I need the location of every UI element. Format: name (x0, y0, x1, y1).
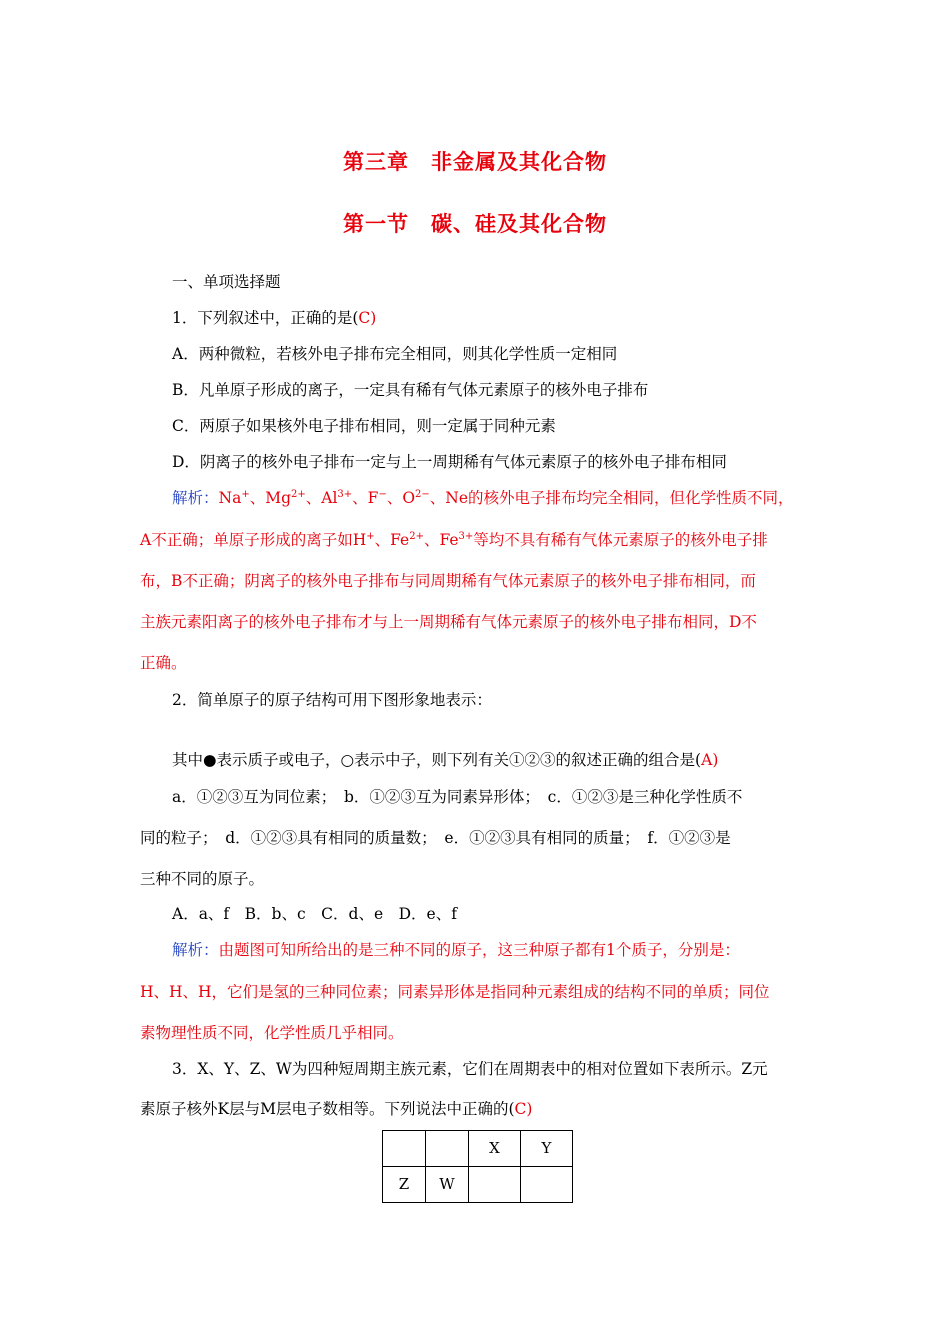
q2-explanation-line3: 素物理性质不同，化学性质几乎相同。 (140, 1024, 404, 1042)
q1-stem (172, 308, 376, 328)
chapter-title: 第三章 非金属及其化合物 (343, 150, 607, 174)
q2-close: ) (712, 751, 719, 769)
table-cell: X (469, 1131, 521, 1167)
q1-option-c: C．两原子如果核外电子排布相同，则一定属于同种元素 (172, 417, 556, 435)
q2-line3: a．①②③互为同位素； b．①②③互为同素异形体； c．①②③是三种化学性质不 (172, 788, 743, 806)
table-cell (521, 1167, 573, 1203)
periodic-position-table (382, 1130, 573, 1203)
q3-close: ) (526, 1100, 533, 1118)
q1-answer: C (358, 309, 371, 327)
q1-explanation-line4: 主族元素阳离子的核外电子排布才与上一周期稀有气体元素原子的核外电子排布相同，D不 (140, 613, 757, 631)
q1-explanation-line2 (140, 530, 768, 550)
q2-line4: 同的粒子； d．①②③具有相同的质量数； e．①②③具有相同的质量； f．①②③是 (140, 829, 731, 847)
exp2-c: 、Fe (423, 531, 459, 549)
q2-exp1-text: 由题图可知所给出的是三种不同的原子，这三种原子都有1个质子，分别是： (218, 941, 740, 959)
table-cell (469, 1167, 521, 1203)
sup-mg: 2+ (291, 488, 306, 500)
q2-options: A．a、f B．b、c C．d、e D．e、f (172, 905, 457, 923)
q1-explanation-line1 (172, 488, 794, 508)
sup-na: + (241, 488, 250, 500)
q1-close: ) (370, 309, 377, 327)
table-cell: W (426, 1167, 469, 1203)
q1-stem-text: 1．下列叙述中，正确的是( (172, 309, 359, 327)
sup-o: 2− (415, 488, 430, 500)
q1-explanation-line3: 布，B不正确；阴离子的核外电子排布与同周期稀有气体元素原子的核外电子排布相同，而 (140, 572, 756, 590)
q1-option-a: A．两种微粒，若核外电子排布完全相同，则其化学性质一定相同 (172, 345, 618, 363)
sup-fe3: 3+ (458, 530, 474, 542)
exp2-a: A不正确；单原子形成的离子如H (140, 531, 367, 549)
part-heading: 一、单项选择题 (172, 273, 281, 291)
table-cell (426, 1131, 469, 1167)
q2-explanation-line2: H、H、H，它们是氢的三种同位素；同素异形体是指同种元素组成的结构不同的单质；同位 (140, 983, 770, 1001)
sup-fe2: 2+ (409, 530, 424, 542)
q2-line5: 三种不同的原子。 (140, 870, 265, 888)
q3-line1: 3．X、Y、Z、W为四种短周期主族元素，它们在周期表中的相对位置如下表所示。Z元 (172, 1060, 768, 1078)
section-title: 第一节 碳、硅及其化合物 (343, 212, 607, 236)
q2-explanation-line1 (172, 940, 740, 960)
q3-line2 (140, 1099, 532, 1119)
table-cell: Z (383, 1167, 426, 1203)
q2-line2 (172, 750, 718, 770)
table-cell: Y (521, 1131, 573, 1167)
q2-jiexi-label: 解析： (172, 941, 219, 959)
sup-f: − (378, 488, 387, 500)
q2-line2-text: 其中●表示质子或电子，○表示中子，则下列有关①②③的叙述正确的组合是( (172, 751, 702, 769)
q3-line2-text: 素原子核外K层与M层电子数相等。下列说法中正确的( (140, 1100, 515, 1118)
q1-option-d: D．阴离子的核外电子排布一定与上一周期稀有气体元素原子的核外电子排布相同 (172, 453, 727, 471)
sup-al: 3+ (337, 488, 353, 500)
exp-f: 、F (352, 489, 379, 507)
sup-h: + (366, 530, 375, 542)
exp-rest: 、Ne的核外电子排布均完全相同，但化学性质不同， (429, 489, 794, 507)
table-row (383, 1167, 573, 1203)
exp2-d: 等均不具有稀有气体元素原子的核外电子排 (473, 531, 768, 549)
q2-answer: A (701, 751, 713, 769)
exp-mg: 、Mg (249, 489, 292, 507)
exp-o: 、O (386, 489, 416, 507)
exp2-b: 、Fe (374, 531, 410, 549)
q1-option-b: B．凡单原子形成的离子，一定具有稀有气体元素原子的核外电子排布 (172, 381, 649, 399)
exp-al: 、Al (305, 489, 338, 507)
q1-jiexi-label: 解析： (172, 489, 219, 507)
table-cell (383, 1131, 426, 1167)
q1-explanation-line5: 正确。 (140, 654, 187, 672)
q2-stem: 2．简单原子的原子结构可用下图形象地表示： (172, 691, 492, 709)
q3-answer: C (514, 1100, 527, 1118)
exp-na: Na (218, 489, 242, 507)
table-row (383, 1131, 573, 1167)
